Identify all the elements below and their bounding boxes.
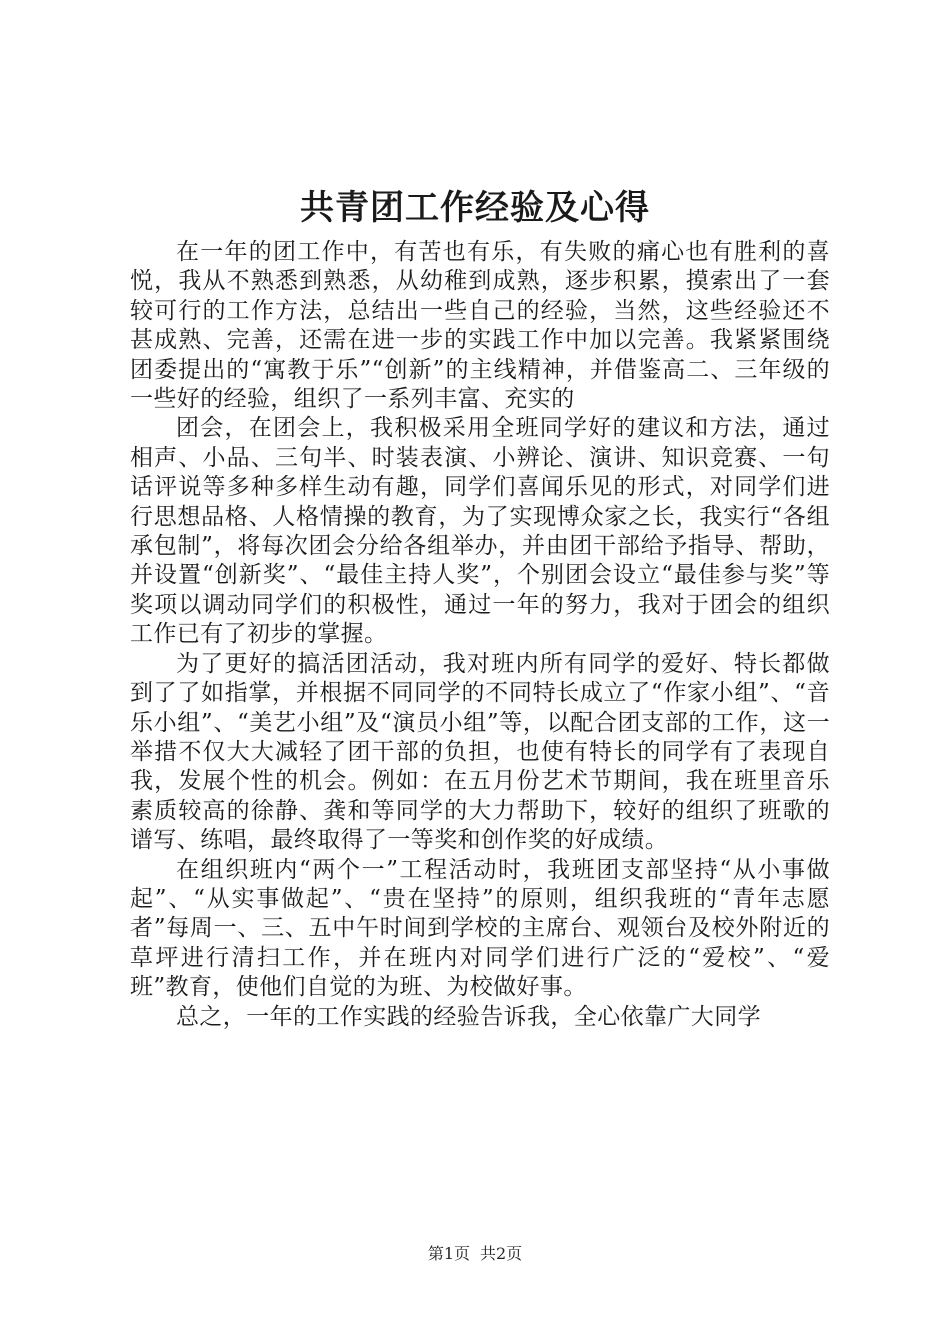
document-body (130, 238, 830, 1032)
page-number-current: 第1页 (427, 1244, 470, 1263)
paragraph: 为了更好的搞活团活动，我对班内所有同学的爱好、特长都做到了了如指掌，并根据不同同学的不同特长成立了“作家小组”、“音乐小组”、“美艺小组”及“演员小组”等，以配合团支部的工作，这一举措不仅大大减轻了团干部的负担，也使有特长的同学有了表现自我，发展个性的机会。例如：在五月份艺术节期间，我在班里音乐素质较高的徐静、龚和等同学的大力帮助下，较好的组织了班歌的谱写、练唱，最终取得了一等奖和创作奖的好成绩。 (130, 650, 830, 854)
page-footer (0, 1244, 950, 1264)
paragraph: 总之，一年的工作实践的经验告诉我，全心依靠广大同学 (176, 1003, 761, 1030)
document-title: 共青团工作经验及心得 (300, 188, 650, 228)
page-number-total: 共2页 (480, 1244, 523, 1263)
paragraph: 团会，在团会上，我积极采用全班同学好的建议和方法，通过相声、小品、三句半、时装表演、小辨论、演讲、知识竞赛、一句话评说等多种多样生动有趣，同学们喜闻乐见的形式，对同学们进行思想品格、人格情操的教育，为了实现博众家之长，我实行“各组承包制”，将每次团会分给各组举办，并由团干部给予指导、帮助，并设置“创新奖”、“最佳主持人奖”，个别团会设立“最佳参与奖”等奖项以调动同学们的积极性，通过一年的努力，我对于团会的组织工作已有了初步的掌握。 (130, 415, 830, 648)
paragraph: 在一年的团工作中，有苦也有乐，有失败的痛心也有胜利的喜悦，我从不熟悉到熟悉，从幼稚到成熟，逐步积累，摸索出了一套较可行的工作方法，总结出一些自己的经验，当然，这些经验还不甚成熟、完善，还需在进一步的实践工作中加以完善。我紧紧围绕团委提出的“寓教于乐”“创新”的主线精神，并借鉴高二、三年级的一些好的经验，组织了一系列丰富、充实的 (130, 239, 830, 413)
paragraph: 在组织班内“两个一”工程活动时，我班团支部坚持“从小事做起”、“从实事做起”、“贵在坚持”的原则，组织我班的“青年志愿者”每周一、三、五中午时间到学校的主席台、观领台及校外附近的草坪进行清扫工作，并在班内对同学们进行广泛的“爱校”、“爱班”教育，使他们自觉的为班、为校做好事。 (130, 856, 830, 1001)
